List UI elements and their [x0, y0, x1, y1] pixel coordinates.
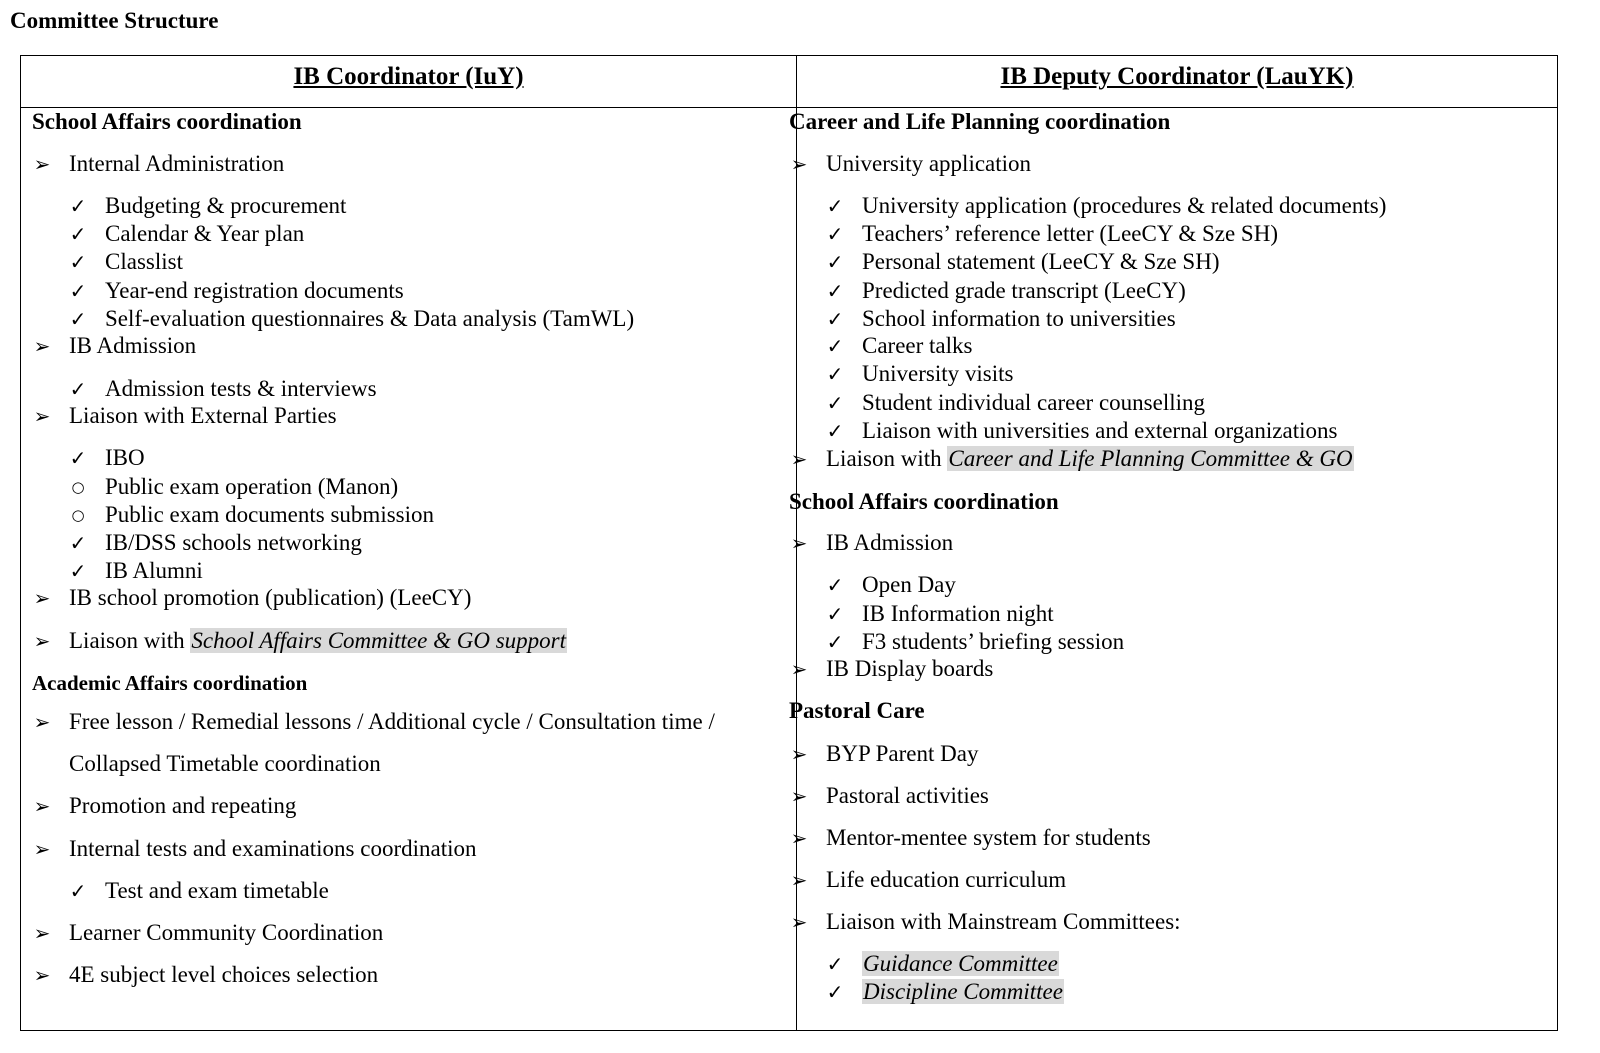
list-item [789, 866, 1067, 894]
item-text: Career and Life Planning coordination [789, 109, 1171, 134]
sub-list-item [789, 600, 1054, 628]
committee-table [20, 55, 1558, 1031]
sub-list-item [32, 248, 183, 276]
checkmark-bullet-icon: ✓ [69, 194, 87, 218]
list-item [789, 445, 1353, 473]
list-item [32, 627, 566, 655]
item-text: IBO [105, 445, 145, 470]
list-item [32, 708, 715, 736]
highlighted-committee-name: Career and Life Planning Committee & GO [948, 446, 1353, 471]
sub-list-item [789, 305, 1176, 333]
item-text: Promotion and repeating [69, 793, 297, 818]
arrowhead-bullet-icon: ➢ [33, 921, 51, 945]
sub-list-item [789, 571, 956, 599]
sub-list-item [789, 417, 1338, 445]
arrowhead-bullet-icon: ➢ [33, 586, 51, 610]
list-item [789, 908, 1181, 936]
section-heading [789, 697, 925, 725]
list-item [32, 835, 477, 863]
sub-list-item [789, 950, 1058, 978]
section-heading [789, 108, 1170, 136]
item-text: Academic Affairs coordination [32, 671, 308, 695]
item-text: School information to universities [862, 306, 1176, 331]
sub-list-item [32, 220, 305, 248]
item-text: Internal tests and examinations coordination [69, 836, 477, 861]
list-item [32, 332, 197, 360]
item-text: IB Admission [826, 530, 954, 555]
list-item [32, 150, 285, 178]
list-item [789, 529, 954, 557]
checkmark-bullet-icon: ✓ [69, 377, 87, 401]
item-text: Self-evaluation questionnaires & Data analysis (TamWL) [105, 306, 635, 331]
sub-list-item [789, 248, 1220, 276]
section-heading [32, 669, 307, 697]
item-text: Year-end registration documents [105, 278, 404, 303]
item-text: F3 students’ briefing session [862, 629, 1125, 654]
checkmark-bullet-icon: ✓ [826, 630, 844, 654]
item-text: Life education curriculum [826, 867, 1067, 892]
highlighted-committee-name: Discipline Committee [863, 979, 1063, 1004]
list-item [789, 655, 994, 683]
arrowhead-bullet-icon: ➢ [33, 334, 51, 358]
sub-list-item [789, 220, 1278, 248]
checkmark-bullet-icon: ✓ [826, 222, 844, 246]
list-item [32, 402, 337, 430]
item-text: Calendar & Year plan [105, 221, 305, 246]
arrowhead-bullet-icon: ➢ [33, 963, 51, 987]
hollow-circle-bullet-icon: ○ [71, 478, 85, 496]
item-text: IB Alumni [105, 558, 203, 583]
arrowhead-bullet-icon: ➢ [790, 742, 808, 766]
arrowhead-bullet-icon: ➢ [33, 794, 51, 818]
arrowhead-bullet-icon: ➢ [790, 657, 808, 681]
arrowhead-bullet-icon: ➢ [790, 826, 808, 850]
checkmark-bullet-icon: ✓ [826, 250, 844, 274]
item-text: University application (procedures & related documents) [862, 193, 1387, 218]
checkmark-bullet-icon: ✓ [826, 194, 844, 218]
checkmark-bullet-icon: ✓ [69, 222, 87, 246]
item-text: Predicted grade transcript (LeeCY) [862, 278, 1186, 303]
sub-list-item [32, 444, 145, 472]
item-text: 4E subject level choices selection [69, 962, 379, 987]
checkmark-bullet-icon: ✓ [826, 952, 844, 976]
column-header-coordinator: IB Coordinator (IuY) [293, 63, 524, 90]
item-text: School Affairs coordination [32, 109, 302, 134]
item-text: BYP Parent Day [826, 741, 979, 766]
item-text: IB Display boards [826, 656, 994, 681]
item-text: IB Information night [862, 601, 1054, 626]
item-text: Open Day [862, 572, 956, 597]
list-item [32, 792, 297, 820]
arrowhead-bullet-icon: ➢ [33, 404, 51, 428]
item-text: Test and exam timetable [105, 878, 329, 903]
sub-list-item [789, 978, 1063, 1006]
item-text: Teachers’ reference letter (LeeCY & Sze SH) [862, 221, 1278, 246]
checkmark-bullet-icon: ✓ [826, 334, 844, 358]
checkmark-bullet-icon: ✓ [69, 307, 87, 331]
arrowhead-bullet-icon: ➢ [33, 837, 51, 861]
item-text: Liaison with Mainstream Committees: [826, 909, 1181, 934]
arrowhead-bullet-icon: ➢ [790, 447, 808, 471]
item-text: University visits [862, 361, 1014, 386]
sub-list-item [32, 501, 435, 529]
section-heading [32, 108, 302, 136]
highlighted-committee-name: School Affairs Committee & GO support [191, 628, 566, 653]
item-text: Admission tests & interviews [105, 376, 377, 401]
sub-list-item [32, 473, 399, 501]
checkmark-bullet-icon: ✓ [826, 980, 844, 1004]
sub-list-item [789, 332, 973, 360]
item-text: Liaison with [826, 446, 948, 471]
item-text: Liaison with [69, 628, 191, 653]
checkmark-bullet-icon: ✓ [826, 391, 844, 415]
list-item [32, 919, 384, 947]
sub-list-item [32, 277, 404, 305]
checkmark-bullet-icon: ✓ [69, 559, 87, 583]
arrowhead-bullet-icon: ➢ [33, 710, 51, 734]
item-text: Free lesson / Remedial lessons / Additional cycle / Consultation time / [69, 709, 715, 734]
arrowhead-bullet-icon: ➢ [790, 784, 808, 808]
column-header-deputy: IB Deputy Coordinator (LauYK) [1000, 63, 1354, 90]
sub-list-item [32, 305, 635, 333]
sub-list-item [789, 360, 1014, 388]
item-text: IB school promotion (publication) (LeeCY) [69, 585, 472, 610]
list-item [32, 584, 472, 612]
checkmark-bullet-icon: ✓ [69, 879, 87, 903]
sub-list-item [32, 557, 203, 585]
sub-list-item [789, 628, 1125, 656]
sub-list-item [32, 192, 347, 220]
arrowhead-bullet-icon: ➢ [790, 152, 808, 176]
item-text: University application [826, 151, 1032, 176]
item-text: Pastoral Care [789, 698, 925, 723]
item-text: Classlist [105, 249, 183, 274]
section-heading [789, 488, 1059, 516]
list-item [789, 824, 1151, 852]
arrowhead-bullet-icon: ➢ [790, 910, 808, 934]
sub-list-item [32, 375, 377, 403]
item-text: Internal Administration [69, 151, 285, 176]
list-item [789, 782, 989, 810]
arrowhead-bullet-icon: ➢ [33, 152, 51, 176]
sub-list-item [789, 389, 1205, 417]
checkmark-bullet-icon: ✓ [69, 250, 87, 274]
hollow-circle-bullet-icon: ○ [71, 506, 85, 524]
highlighted-committee-name: Guidance Committee [863, 951, 1058, 976]
item-text: Liaison with universities and external organizations [862, 418, 1338, 443]
list-item [789, 740, 979, 768]
item-text: IB/DSS schools networking [105, 530, 362, 555]
checkmark-bullet-icon: ✓ [69, 531, 87, 555]
arrowhead-bullet-icon: ➢ [33, 629, 51, 653]
checkmark-bullet-icon: ✓ [826, 362, 844, 386]
checkmark-bullet-icon: ✓ [69, 279, 87, 303]
item-text: Public exam documents submission [105, 502, 435, 527]
checkmark-bullet-icon: ✓ [826, 279, 844, 303]
sub-list-item [32, 529, 362, 557]
checkmark-bullet-icon: ✓ [826, 419, 844, 443]
item-text: Personal statement (LeeCY & Sze SH) [862, 249, 1220, 274]
list-item [32, 961, 379, 989]
sub-list-item [789, 277, 1186, 305]
item-text: Liaison with External Parties [69, 403, 337, 428]
item-text: Mentor-mentee system for students [826, 825, 1151, 850]
checkmark-bullet-icon: ✓ [69, 446, 87, 470]
item-text: Budgeting & procurement [105, 193, 347, 218]
item-text: IB Admission [69, 333, 197, 358]
item-text: Collapsed Timetable coordination [69, 751, 381, 776]
item-text: Student individual career counselling [862, 390, 1205, 415]
sub-list-item [32, 877, 329, 905]
item-text: Public exam operation (Manon) [105, 474, 399, 499]
list-item-continuation [32, 750, 381, 778]
item-text: Career talks [862, 333, 973, 358]
checkmark-bullet-icon: ✓ [826, 307, 844, 331]
list-item [789, 150, 1032, 178]
arrowhead-bullet-icon: ➢ [790, 868, 808, 892]
checkmark-bullet-icon: ✓ [826, 602, 844, 626]
sub-list-item [789, 192, 1387, 220]
checkmark-bullet-icon: ✓ [826, 573, 844, 597]
item-text: Pastoral activities [826, 783, 989, 808]
item-text: School Affairs coordination [789, 489, 1059, 514]
arrowhead-bullet-icon: ➢ [790, 531, 808, 555]
item-text: Learner Community Coordination [69, 920, 384, 945]
page-title: Committee Structure [10, 8, 219, 33]
